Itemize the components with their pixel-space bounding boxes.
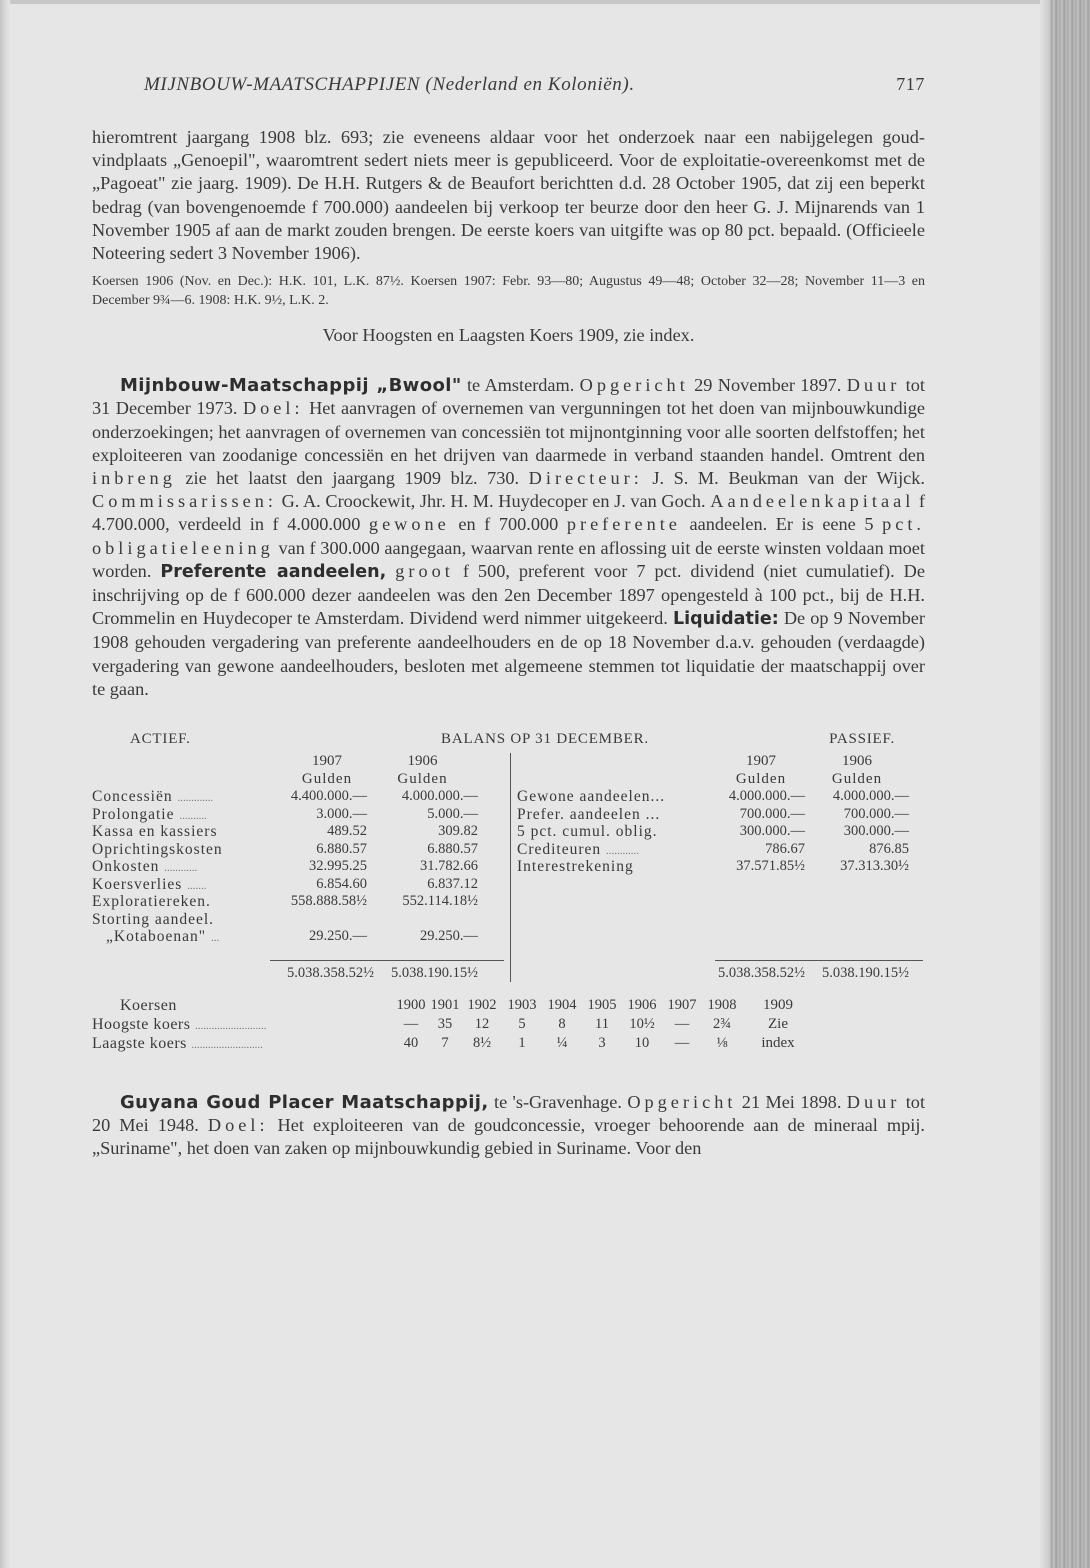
- obligatie-label: pct. obligatieleening: [92, 514, 925, 558]
- commissarissen-label: Commissarissen:: [92, 491, 277, 512]
- duur-label: Duur: [846, 1092, 901, 1113]
- table-row: Oprichtingskosten 6.880.57 6.880.57: [92, 840, 478, 858]
- duur-value: tot 31 December 1973.: [92, 375, 925, 419]
- koersen-header-row: Koersen 1900 1901 1902 1903 1904 1905 1906 1907 1908 1909: [120, 997, 793, 1015]
- table-row: Prefer. aandeelen ... 700.000.— 700.000.—: [517, 805, 909, 823]
- koersen-table: [92, 996, 925, 1053]
- duur-value: tot 20 Mei 1948.: [92, 1092, 926, 1136]
- guyana-entry: [92, 1091, 925, 1161]
- table-row: Hoogste koers .......................... — 35 12 5 8 11 10½ — 2¾ Zie: [92, 1016, 788, 1034]
- table-row: Kassa en kassiers 489.52 309.82: [92, 823, 478, 841]
- gewone-label: gewone: [368, 514, 450, 535]
- table-row: Koersverlies ....... 6.854.60 6.837.12: [92, 875, 478, 893]
- preferente-text: f 500, preferent voor 7 pct. dividend (niet cumulatief). De inschrijving op de f 600.000 dezer aandeelen was den 2en December 1897 opengesteld à 100 pct., bij de H.H. Crommelin en Huydecoper te Amsterdam. Dividend werd nimmer uitgekeerd.: [92, 560, 925, 629]
- balance-header: [92, 731, 925, 753]
- passief-column: 1907 1906 Gulden Gulden Gewone aandeelen... 4.000.000.— 4.000.000.— Prefer. aandeelen ... 700.000.— 700.000.— 5 pct. cumul. oblig. 300.000.— 300.000.— Crediteuren ............ 786.67 876.85 Interestrekening 37.571.85½ 37.313.30½ 5.038.358.52½ 5.038.190.15½: [515, 753, 925, 982]
- table-row: „Kotaboenan" ... 29.250.— 29.250.—: [106, 928, 478, 946]
- bwool-location: te Amsterdam.: [466, 375, 575, 396]
- table-row: Storting aandeel.: [92, 910, 215, 928]
- index-note: Voor Hoogsten en Laagsten Koers 1909, zie index.: [322, 325, 695, 346]
- directeur-value: J. S. M. Beukman van der Wijck.: [652, 468, 925, 489]
- page-number: 717: [896, 74, 925, 94]
- column-divider: [510, 753, 511, 982]
- year-1906: 1906: [407, 753, 438, 770]
- table-row: Crediteuren ............ 786.67 876.85: [517, 840, 909, 858]
- total-rule: [715, 960, 923, 961]
- kapitaal-mid: en f 700.000: [458, 514, 559, 535]
- table-row: Interestrekening 37.571.85½ 37.313.30½: [517, 858, 909, 876]
- preferente-heading: Preferente aandeelen,: [160, 561, 387, 582]
- omtrent-pre: Omtrent den: [830, 444, 926, 465]
- year-1907: 1907: [312, 753, 342, 770]
- groot-label: groot: [395, 560, 454, 581]
- omtrent-post: zie het laatst den jaargang 1909 blz. 730.: [185, 468, 520, 489]
- balance-title: BALANS OP 31 DECEMBER.: [441, 731, 649, 748]
- table-row: 5 pct. cumul. oblig. 300.000.— 300.000.—: [517, 823, 909, 841]
- opgericht-label: Opgericht: [579, 375, 689, 396]
- page-top-edge: [0, 0, 1090, 4]
- actief-total-row: 5.038.358.52½ 5.038.190.15½: [287, 964, 478, 981]
- table-row: Onkosten ............ 32.995.25 31.782.66: [92, 858, 478, 876]
- doel-value: Het exploiteeren van de goudconcessie, vroeger behoorende aan de mineraal mpij. „Suriname", het doen van zaken op mijnbouwkundig gebied in Suriname. Voor den: [92, 1115, 925, 1159]
- kapitaal-post: aandeelen. Er is eene 5: [689, 514, 874, 535]
- page-edge-left: [0, 0, 10, 1568]
- opgericht-value: 29 November 1897.: [694, 375, 842, 396]
- passief-total-row: 5.038.358.52½ 5.038.190.15½: [718, 964, 909, 981]
- running-title: MIJNBOUW-MAATSCHAPPIJEN (Nederland en Koloniën).: [144, 74, 635, 95]
- preferente-label: preferente: [566, 514, 681, 535]
- opgericht-value: 21 Mei 1898.: [741, 1092, 842, 1113]
- actief-label: ACTIEF.: [130, 731, 191, 748]
- koersen-note: Koersen 1906 (Nov. en Dec.): H.K. 101, L.K. 87½. Koersen 1907: Febr. 93—80; Augustus 49—48; October 32—28; November 11—3 en December 9¾—6. 1908: H.K. 9½, L.K. 2.: [92, 274, 925, 309]
- guyana-location: te 's-Gravenhage.: [494, 1092, 622, 1113]
- directeur-label: Directeur:: [528, 468, 643, 489]
- table-row: Laagste koers .......................... 40 7 8½ 1 ¼ 3 10 — ⅛ index: [92, 1035, 795, 1053]
- doel-label: Doel:: [207, 1115, 269, 1136]
- kapitaal-value: f 4.700.000, verdeeld in f 4.000.000: [92, 491, 926, 535]
- actief-column: [92, 753, 510, 982]
- currency-label: Gulden: [397, 770, 448, 787]
- book-spine-edge: [1050, 0, 1090, 1568]
- intro-paragraph: hieromtrent jaargang 1908 blz. 693; zie eveneens aldaar voor het onderzoek naar een nabijgelegen goud-vindplaats „Genoepil", waaromtrent sedert niets meer is gepubliceerd. Voor de exploitatie-overeenkomst met de „Pagoeat" zie jaarg. 1909). De H.H. Rutgers & de Beaufort berichtten d.d. 28 October 1905, dat zij een beperkt bedrag (van bovengenoemde f 700.000) aandeelen bij verkoop ter beurze door den heer G. J. Mijnarends van 1 November 1905 af aan de markt zouden brengen. De eerste koers van uitgifte was op 80 pct. bepaald. (Officieele Noteering sedert 3 November 1906).: [92, 127, 925, 264]
- opgericht-label: Opgericht: [627, 1092, 737, 1113]
- commissarissen-value: G. A. Croockewit, Jhr. H. M. Huydecoper en J. van Goch.: [281, 491, 706, 512]
- balance-sheet: [92, 731, 925, 982]
- page-content: [92, 74, 925, 1161]
- inbreng-label: inbreng: [92, 468, 176, 489]
- table-row: Concessiën ............. 4.400.000.— 4.000.000.—: [92, 788, 478, 806]
- kapitaal-label: Aandeelenkapitaal: [710, 491, 915, 512]
- bwool-entry: [92, 374, 925, 701]
- passief-label: PASSIEF.: [829, 731, 895, 748]
- total-rule: [270, 960, 504, 961]
- table-row: Gewone aandeelen... 4.000.000.— 4.000.000.—: [517, 788, 909, 806]
- doel-value: Het aanvragen of overnemen van vergunningen tot het doen van mijnbouwkundige onderzoekingen; het aanvragen of overnemen van concessiën tot mijnontginning voor alle soorten delfstoffen; het exploiteeren van zoodanige concessiën en het drijven van daarmede in verband staanden handel.: [92, 398, 925, 465]
- guyana-company-name: Guyana Goud Placer Maatschappij,: [120, 1092, 489, 1114]
- doel-label: Doel:: [242, 398, 304, 419]
- table-row: Exploratiereken. 558.888.58½ 552.114.18½: [92, 893, 478, 911]
- currency-label: Gulden: [301, 770, 353, 787]
- liquidatie-text: De op 9 November 1908 gehouden vergadering van preferente aandeelhouders en de op 18 November d.a.v. gehouden (verdaagde) vergadering van gewone aandeelhouders, besloten met algemeene stemmen tot liquidatie der maatschappij over te gaan.: [92, 608, 926, 699]
- liquidatie-heading: Liquidatie:: [673, 609, 779, 630]
- running-header: [92, 74, 925, 104]
- obligatie-post: van f 300.000 aangegaan, waarvan rente en aflossing uit de eerste winsten voldaan moet worden.: [92, 537, 926, 581]
- duur-label: Duur: [846, 375, 901, 396]
- bwool-company-name: Mijnbouw-Maatschappij „Bwool": [120, 375, 462, 397]
- table-row: Prolongatie .......... 3.000.— 5.000.—: [92, 805, 478, 823]
